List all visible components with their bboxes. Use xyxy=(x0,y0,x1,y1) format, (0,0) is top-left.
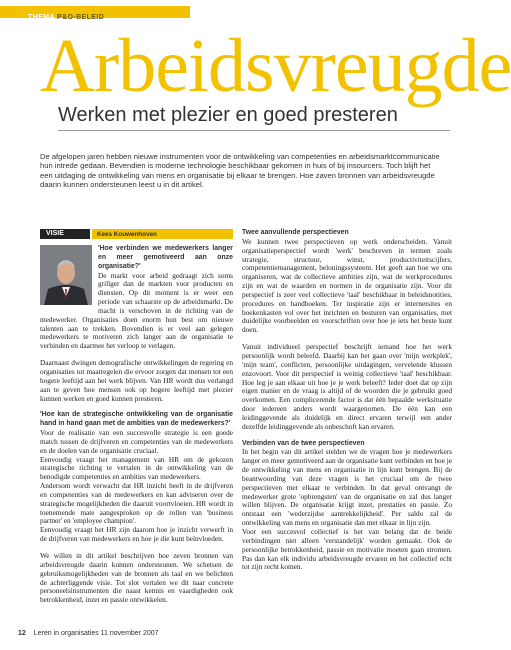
paragraph: De markt voor arbeid gedraagt zich soms grillger dan de markten voor producten en diensten. Op dit moment is er weer een periode van schaarste op de arbeidsmarkt. De macht is verschoven in de richting van de medewerker. Organisaties doen enorm hun best om nieuwe talenten aan te trekken. Bovendien is er veel aan gelegen medewerkers te motiveren zich langer aan de organisatie te verbinden en daarmee het verloop te verlagen. xyxy=(40,270,233,351)
portrait-icon xyxy=(40,245,92,305)
page-number: 12 xyxy=(18,630,26,637)
section-heading: Verbinden van de twee perspectieven xyxy=(242,439,365,447)
paragraph: Andersom wordt verwacht dat HR inzicht heeft in de drijfveren en competenties van de medewerkers en kan adviseren over de strategische mogelijkheden die daaruit voortvloeien. HR wordt in toenemende mate aangesproken op de rollen van 'business partner' en 'employee champion'. xyxy=(40,481,233,526)
page-footer xyxy=(18,630,159,637)
subtitle: Werken met plezier en goed presteren xyxy=(58,104,398,126)
theme-label xyxy=(28,13,104,22)
paragraph: We kunnen twee perspectieven op werk onderscheiden. Vanuit organisatieperspectief wordt 'werk' beschreven in termen zoals strategie, structuur, winst, productiviteitscijfers, competentiemanagement, beloningssysteem. Het geeft aan hoe we ons organiseren, wat de collectieve ambities zijn, wat de werkprocedures zijn en wat de waarden en normen in de organisatie zijn. Voor dit perspectief is zeer veel collectieve 'taal' beschikbaar in beleidsnotities, procedures en handboeken. Ter inspiratie zijn er internetsites en boekenkasten vol over het inrichten en besturen van organisaties, met duidelijke voorbeelden en voorschriften over hoe je iets het beste kunt doen. xyxy=(242,236,452,335)
author-name: Kees Kouwenhoven xyxy=(97,230,157,238)
paragraph: In het begin van dit artikel stelden we de vragen hoe je medewerkers langer en meer gemotiveerd aan de organisatie kunt verbinden en hoe je de ontwikkeling van mens en organisatie in lijn kunt brengen. Bij de beantwoording van deze vragen is het cruciaal om de twee perspectieven met elkaar te verbinden. In dat geval ontvangt de medewerker grote 'opbrengsten' van de organisatie en zal dus langer willen blijven. De organisatie krijgt inzet, prestaties en passie. Zo ontstaat een 'wederzijdse aantrekkelijkheid'. Per saldo zal de ontwikkeling van mens en organisatie dan met elkaar in lijn zijn. xyxy=(242,447,452,528)
author-photo xyxy=(40,245,92,305)
subtitle-divider xyxy=(58,130,450,131)
question-1: 'Hoe verbinden we medewerkers langer en meer gemotiveerd aan onze organisatie?' xyxy=(98,245,233,270)
paragraph: Voor de realisatie van een succesvolle strategie is een goede match tussen de drijfveren en competenties van de medewerkers en de doelen van de organisatie cruciaal. xyxy=(40,428,233,455)
paragraph: Eenvoudig vraagt het HR zijn daarom hoe je inzicht verwerft in de drijfveren van medewerkers en hoe je die kunt beïnvloeden. xyxy=(40,525,233,544)
visie-bar xyxy=(40,229,233,239)
paragraph: Eenvoudig vraagt het management van HR om de gekozen strategische richting te vertalen in de ontwikkeling van de benodigde competenties en ambities van medewerkers. xyxy=(40,454,233,482)
intro-paragraph: De afgelopen jaren hebben nieuwe instrumenten voor de ontwikkeling van competenties en arbeidsmarktcommunicatie hun intrede gedaan. Bevendien is moderne technologie beschikbaar gekomen in huis of bij insourcers. Toch blijft het een uitdaging de ontwikkeling van mens en organisatie bij elkaar te brengen. Hoe zaven bronnen van arbeidsvreugde daarin kunnen ondersteunen leest u in dit artikel. xyxy=(40,152,440,190)
paragraph: Voor een succesvol collectief is het van belang dat de beide verbindingen niet alleen 'verstandelijk' worden gemaakt. Ook de persoonlijke betrokkenheid, passie en motivatie moeten gaan stromen. Pas dan kan elk individu arbeidsvreugde ervaren en het collectief echt tot zijn recht komen. xyxy=(242,527,452,572)
question-2: 'Hoe kan de strategische ontwikkeling van de organisatie hand in hand gaan met de ambities van de medewerkers?' xyxy=(40,411,233,428)
column-right xyxy=(242,229,452,572)
theme-category: P&O-BELEID xyxy=(57,14,105,21)
paragraph: We willen in dit artikel beschrijven hoe zeven bronnen van arbeidsvreugde daarin kunnen ondersteunen. We schetsen de gebruiksmogelijkheden van de bronnen als taal en we belichten de achterliggende visie. Tot slot vertalen we dit naar concrete personeelsinstrumenten die naast kennis en vaardigheden ook betrokkenheid, inzet en passie ontwikkelen. xyxy=(40,551,233,605)
paragraph: Vanuit individueel perspectief beschrijft iemand hoe het werk persoonlijk wordt beleefd. Daarbij kan het gaan over 'mijn werkplek', 'mijn team', conflicten, persoonlijke uitdagingen, vervelende klussen enzovoort. Voor dit perspectief is weinig collectieve 'taal' beschikbaar. Hoe leg je aan elkaar uit hoe je je werk beleeft? Ieder doet dat op zijn eigen manier en de vraag is altijd of de woorden die je gebruikt goed overkomen. Een complicerende factor is dat één bepaalde werksituatie door iedereen anders wordt waargenomen. De één kan een leidinggevende als duidelijk en direct ervaren terwijl een ander dezelfde leidinggevende als onbeschoft kan ervaren. xyxy=(242,342,452,431)
main-title-text: Arbeidsvreugde xyxy=(40,24,511,108)
column-left xyxy=(40,229,233,605)
theme-word: THEMA xyxy=(28,14,55,21)
visie-label: VISIE xyxy=(46,230,64,237)
paragraph: Daarnaast dwingen demografische ontwikkelingen de regering en organisaties tot maatregelen die ervoor zorgen dat mensen tot een hogere leeftijd aan het werk blijven. Van HR wordt dus verlangd aan te geven hoe mensen ook op hogere leeftijd met plezier kunnen werken en goed kunnen presteren. xyxy=(40,358,233,403)
publication-info: Leren in organisaties 11 november 2007 xyxy=(33,630,159,637)
main-title xyxy=(40,24,511,108)
section-heading: Twee aanvullende perspectieven xyxy=(242,229,349,236)
